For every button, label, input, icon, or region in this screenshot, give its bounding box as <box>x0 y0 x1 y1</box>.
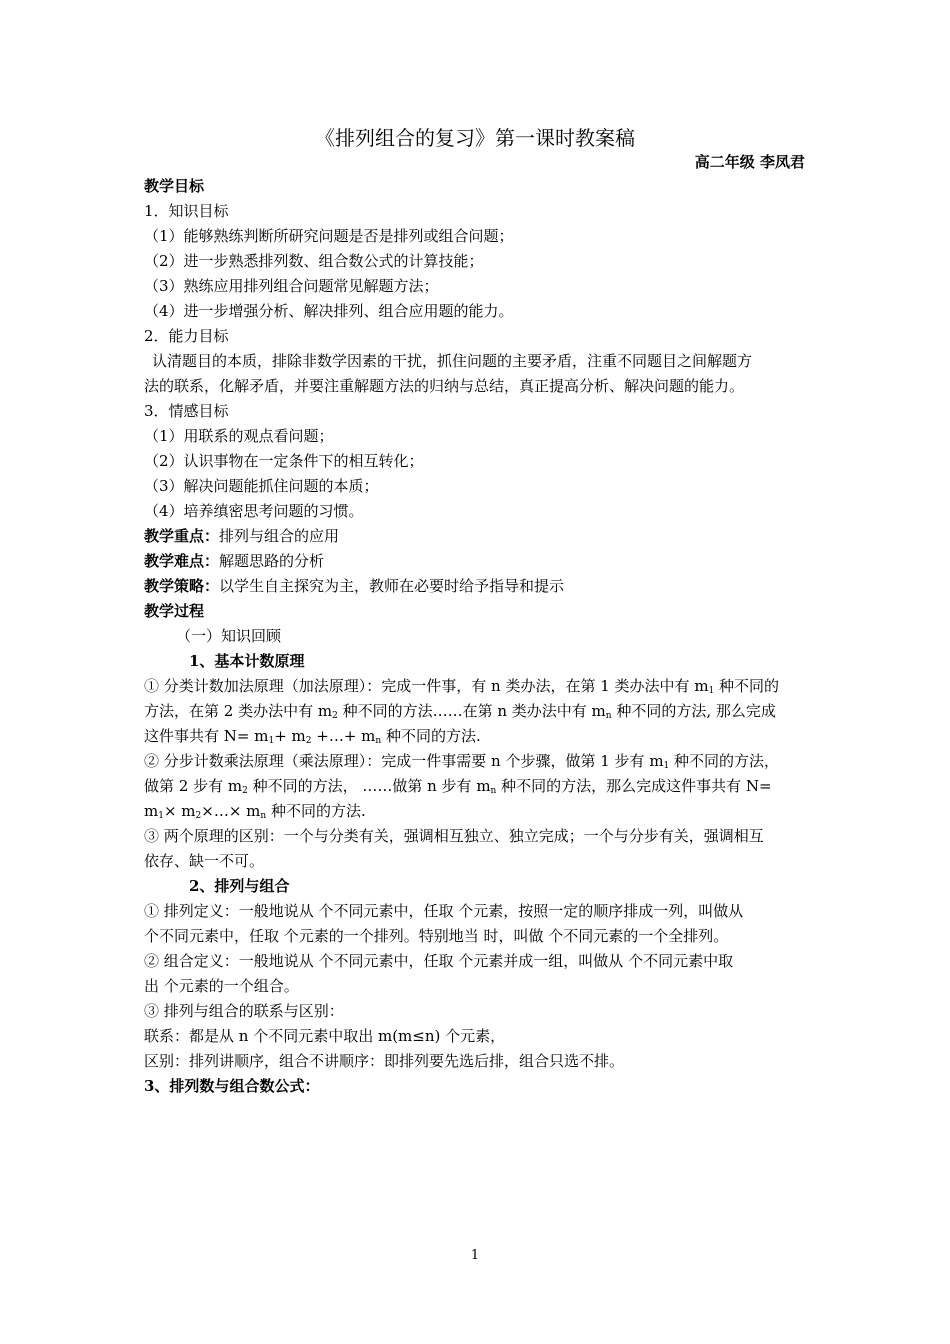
knowledge-heading: 1．知识目标 <box>144 202 229 220</box>
knowledge-item: （4）进一步增强分析、解决排列、组合应用题的能力。 <box>144 302 514 320</box>
ability-heading: 2．能力目标 <box>144 327 229 345</box>
document-title: 《排列组合的复习》第一课时教案稿 <box>315 126 635 150</box>
teaching-strategy-label: 教学策略： <box>144 577 220 595</box>
teaching-difficulty-line <box>144 549 808 574</box>
ability-text-line: 法的联系，化解矛盾，并要注重解题方法的归纳与总结，真正提高分析、解决问题的能力。 <box>144 377 745 395</box>
page-number: 1 <box>470 1248 480 1263</box>
combination-definition-line: ② 组合定义：一般地说从 个不同元素中，任取 个元素并成一组，叫做从 个不同元素中取 <box>144 952 734 970</box>
goals-heading: 教学目标 <box>144 177 205 195</box>
teaching-strategy-text: 以学生自主探究为主，教师在必要时给予指导和提示 <box>219 577 565 595</box>
emotion-item: （4）培养缜密思考问题的习惯。 <box>144 502 364 520</box>
relation-heading: ③ 排列与组合的联系与区别： <box>144 1002 344 1020</box>
teaching-strategy-line <box>144 574 808 599</box>
addition-principle-line: 这件事共有 $N= m_1+ m_2$ +…+ $m_n$ 种不同的方法. <box>144 727 481 746</box>
knowledge-item: （1）能够熟练判断所研究问题是否是排列或组合问题； <box>144 227 514 245</box>
teaching-difficulty-label: 教学难点： <box>144 552 220 570</box>
combination-definition-line: 出 个元素的一个组合。 <box>144 977 299 995</box>
knowledge-item: （2）进一步熟悉排列数、组合数公式的计算技能； <box>144 252 484 270</box>
emotion-item: （2）认识事物在一定条件下的相互转化； <box>144 452 424 470</box>
principle-difference-line: 依存、缺一不可。 <box>144 852 265 870</box>
principle-difference-line: ③ 两个原理的区别：一个与分类有关，强调相互独立、独立完成；一个与分步有关，强调相互 <box>144 827 764 845</box>
addition-principle-line: 方法，在第 2 类办法中有 $m_2$ 种不同的方法……在第 n 类办法中有 $m_n$ 种不同的方法, 那么完成 <box>144 702 776 721</box>
section1-heading: 1、基本计数原理 <box>189 652 305 670</box>
document-body <box>144 174 808 1099</box>
addition-principle-line: ① 分类计数加法原理（加法原理）：完成一件事，有 n 类办法，在第 1 类办法中有 $m_1$ 种不同的 <box>144 677 780 696</box>
ability-text-line: 认清题目的本质，排除非数学因素的干扰，抓住问题的主要矛盾，注重不同题目之间解题方 <box>152 352 753 370</box>
emotion-heading: 3．情感目标 <box>144 402 229 420</box>
section2-heading: 2、排列与组合 <box>189 877 290 895</box>
teaching-key-text: 排列与组合的应用 <box>219 527 340 545</box>
emotion-item: （3）解决问题能抓住问题的本质； <box>144 477 379 495</box>
section3-heading: 3、排列数与组合数公式： <box>144 1077 320 1095</box>
knowledge-item: （3）熟练应用排列组合问题常见解题方法； <box>144 277 439 295</box>
multiplication-principle-line: $m_1\times$ $m_2\times\dots\times m_n$ 种不同的方法. <box>144 802 366 821</box>
review-heading: （一）知识回顾 <box>176 627 282 645</box>
multiplication-principle-line: 做第 2 步有 $m_2$ 种不同的方法， ……做第 n 步有 $m_n$ 种不同的方法，那么完成这件事共有 N= <box>144 777 772 796</box>
relation-line: 联系：都是从 n 个不同元素中取出 m(m≤n) 个元素， <box>144 1027 506 1045</box>
permutation-definition-line: 个不同元素中，任取 个元素的一个排列。特别地当 时，叫做 个不同元素的一个全排列。 <box>144 927 729 945</box>
permutation-definition-line: ① 排列定义：一般地说从 个不同元素中，任取 个元素，按照一定的顺序排成一列，叫做从 <box>144 902 744 920</box>
author-line: 高二年级 李凤君 <box>694 153 805 171</box>
emotion-item: （1）用联系的观点看问题； <box>144 427 334 445</box>
multiplication-principle-line: ② 分步计数乘法原理（乘法原理）：完成一件事需要 n 个步骤，做第 1 步有 $m_1$ 种不同的方法， <box>144 752 780 771</box>
teaching-difficulty-text: 解题思路的分析 <box>219 552 325 570</box>
teaching-key-line <box>144 524 808 549</box>
process-heading: 教学过程 <box>144 602 205 620</box>
teaching-key-label: 教学重点： <box>144 527 220 545</box>
difference-line: 区别：排列讲顺序，组合不讲顺序：即排列要先选后排，组合只选不排。 <box>144 1052 625 1070</box>
